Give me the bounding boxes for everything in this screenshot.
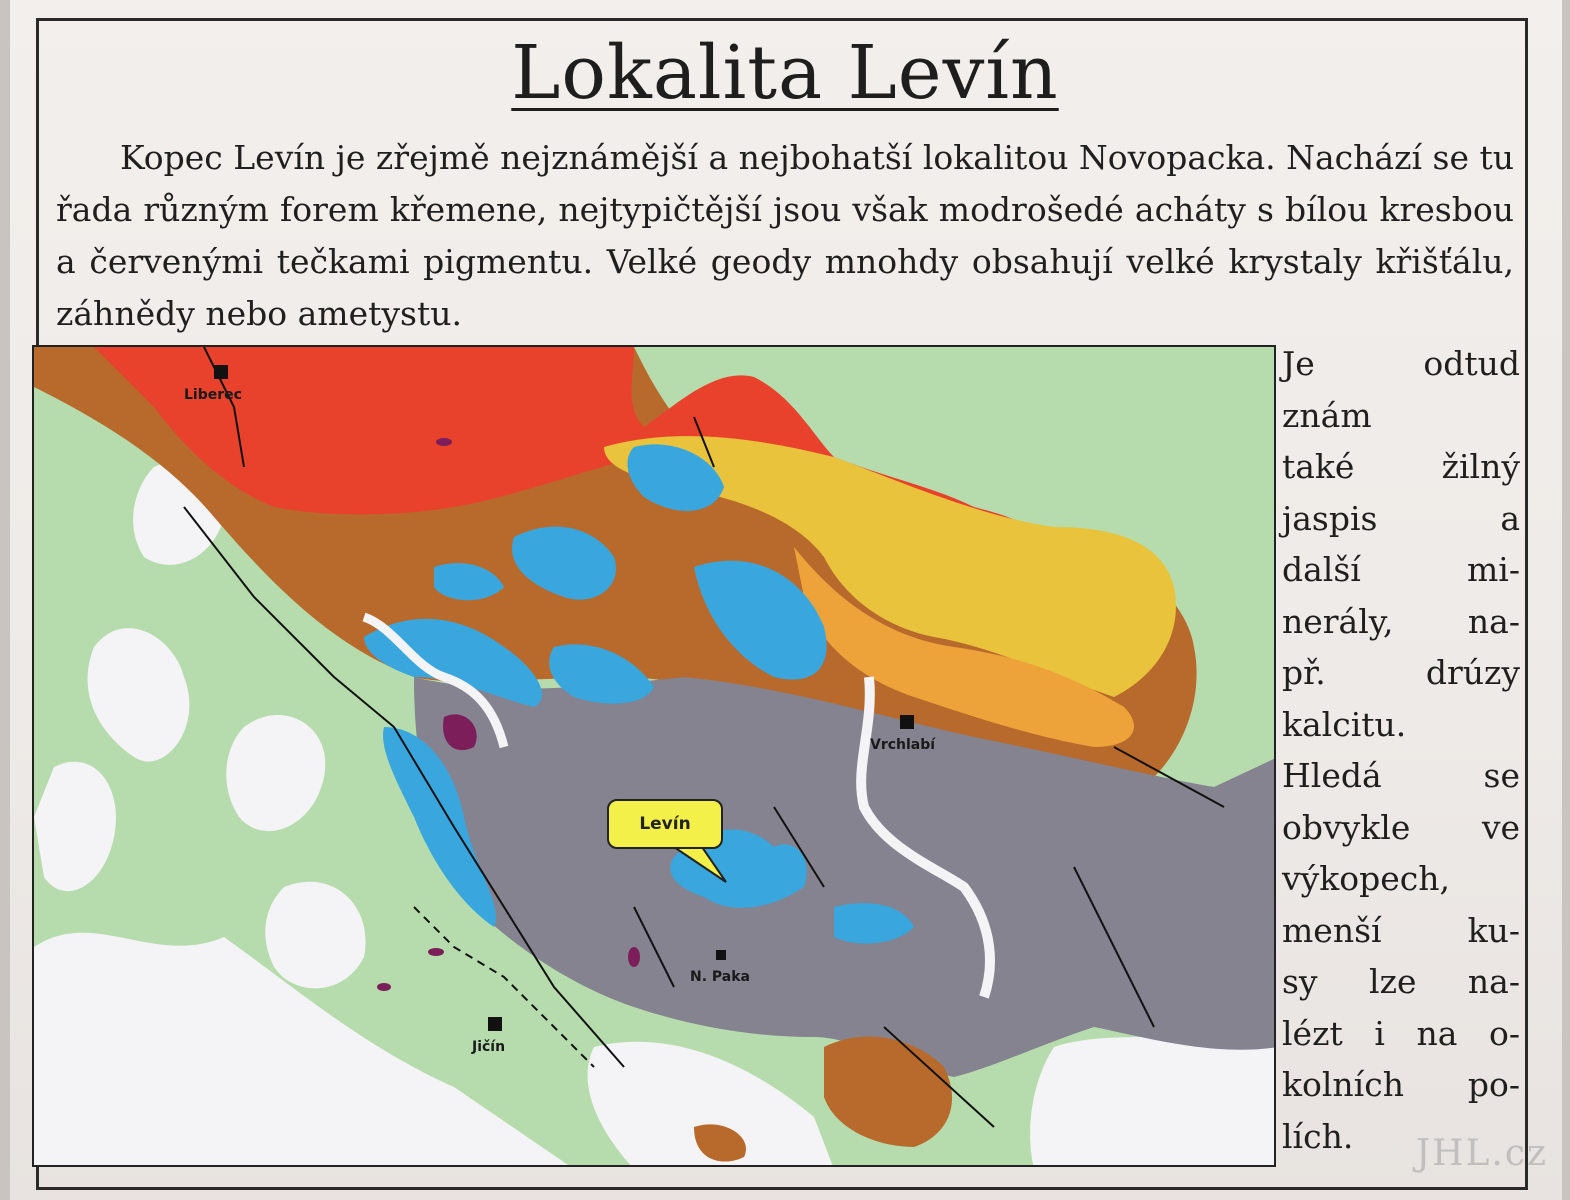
- side-line: kolních po-: [1282, 1065, 1520, 1104]
- liberec-label: Liberec: [184, 387, 242, 403]
- side-line: obvykle ve: [1282, 807, 1520, 847]
- side-line: výkopech,: [1282, 859, 1451, 898]
- side-line: nerály, na-: [1282, 601, 1520, 641]
- jicin-marker: [488, 1017, 502, 1031]
- levin-callout: Levín: [607, 799, 723, 849]
- vrchlabi-label: Vrchlabí: [870, 737, 936, 753]
- side-line: jaspis a: [1282, 498, 1520, 538]
- side-line: Hledá se: [1282, 756, 1520, 795]
- side-paragraph: [1282, 338, 1520, 1162]
- npaka-label: N. Paka: [690, 969, 750, 985]
- side-line: další mi-: [1282, 550, 1520, 589]
- side-line: Je odtud: [1282, 344, 1520, 383]
- geological-map: [32, 345, 1276, 1167]
- purple-body: [377, 983, 391, 991]
- side-line: sy lze na-: [1282, 962, 1520, 1001]
- side-line: menší ku-: [1282, 910, 1520, 950]
- watermark: JHL.cz: [1415, 1133, 1548, 1174]
- side-line: lézt i na o-: [1282, 1013, 1520, 1053]
- purple-body: [628, 947, 640, 967]
- side-line: kalcitu.: [1282, 704, 1407, 744]
- side-line: lích.: [1282, 1116, 1354, 1156]
- side-line: také žilný: [1282, 447, 1520, 486]
- intro-paragraph: Kopec Levín je zřejmě nejznámější a nejbohatší lokalitou Novopacka. Nachází se tu řada různým forem křemene, nejtypičtější jsou však modrošedé acháty s bílou kresbou a červenými tečkami pigmentu. Velké geody mnohdy obsahují velké krystaly křišťálu, záhnědy nebo ametystu.: [56, 138, 1514, 333]
- liberec-marker: [214, 365, 228, 379]
- side-line: znám: [1282, 395, 1372, 435]
- jicin-label: Jičín: [472, 1039, 506, 1055]
- npaka-marker: [716, 950, 726, 960]
- vrchlabi-marker: [900, 715, 914, 729]
- map-graphic: [34, 347, 1276, 1167]
- purple-body: [436, 438, 452, 446]
- purple-body: [428, 948, 444, 956]
- side-line: př. drúzy: [1282, 653, 1520, 692]
- board-title: Lokalita Levín: [511, 30, 1059, 116]
